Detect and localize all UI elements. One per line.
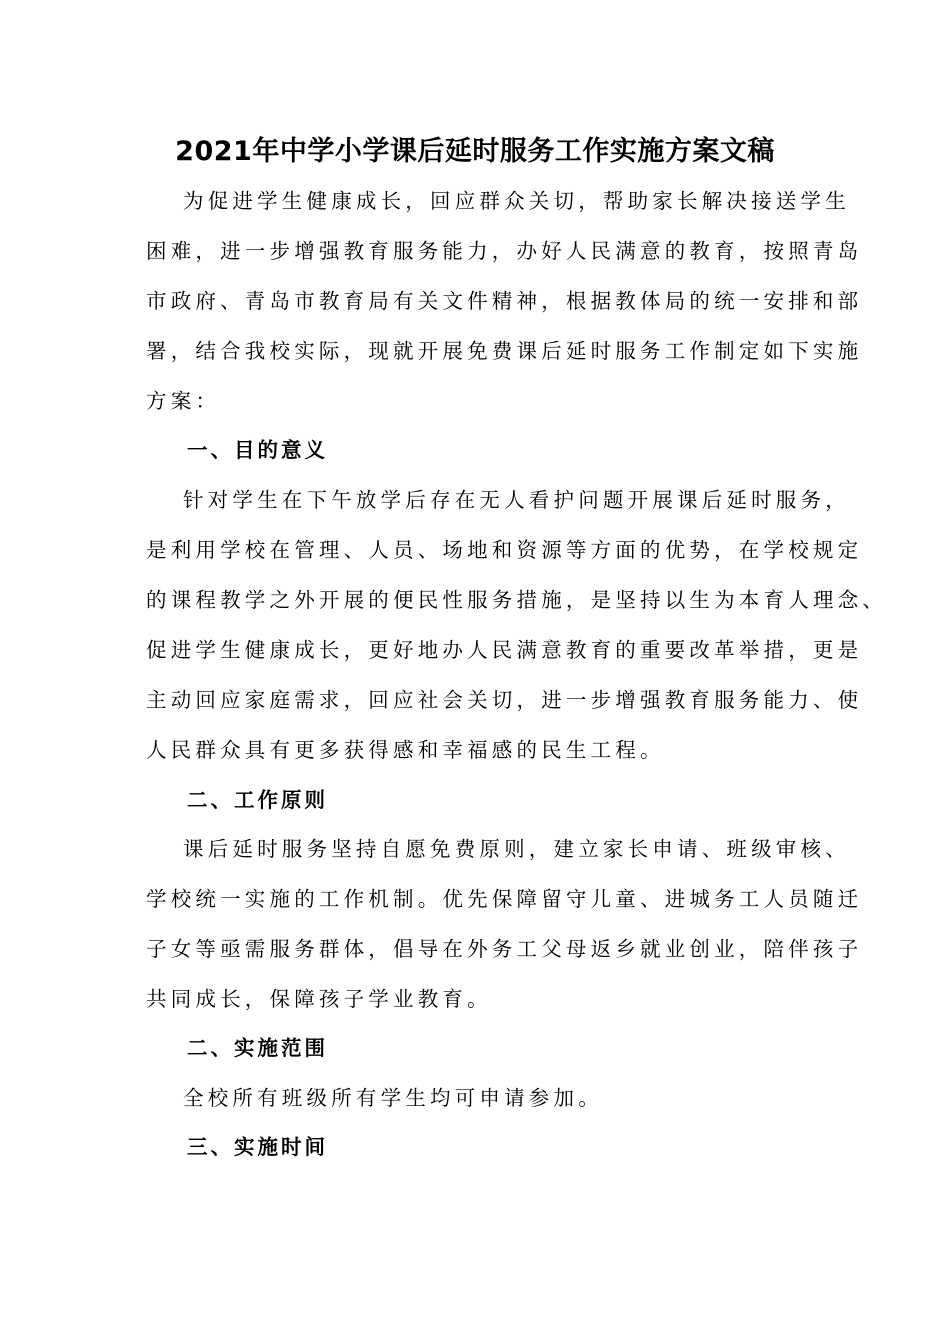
- section-heading: 二、实施范围: [187, 1036, 328, 1060]
- paragraph-line: 的课程教学之外开展的便民性服务措施，是坚持以生为本育人理念、: [146, 588, 887, 612]
- section-heading: 二、工作原则: [187, 788, 328, 812]
- section-heading: 三、实施时间: [187, 1135, 328, 1159]
- paragraph-line: 促进学生健康成长，更好地办人民满意教育的重要改革举措，更是: [146, 638, 863, 662]
- intro-line: 为促进学生健康成长，回应群众关切，帮助家长解决接送学生: [183, 189, 850, 213]
- section-heading: 一、目的意义: [187, 438, 328, 462]
- paragraph-line: 主动回应家庭需求，回应社会关切，进一步增强教育服务能力、使: [146, 688, 863, 712]
- paragraph-line: 共同成长，保障孩子学业教育。: [146, 987, 492, 1011]
- paragraph-line: 人民群众具有更多获得感和幸福感的民生工程。: [146, 738, 665, 762]
- paragraph-line: 全校所有班级所有学生均可申请参加。: [183, 1086, 603, 1110]
- intro-line: 署，结合我校实际，现就开展免费课后延时服务工作制定如下实施: [146, 339, 863, 363]
- paragraph-line: 课后延时服务坚持自愿免费原则，建立家长申请、班级审核、: [183, 837, 850, 861]
- intro-line: 困难，进一步增强教育服务能力，办好人民满意的教育，按照青岛: [146, 239, 863, 263]
- paragraph-line: 子女等亟需服务群体，倡导在外务工父母返乡就业创业，陪伴孩子: [146, 937, 863, 961]
- paragraph-line: 学校统一实施的工作机制。优先保障留守儿童、进城务工人员随迁: [146, 887, 863, 911]
- document-title: 2021年中学小学课后延时服务工作实施方案文稿: [175, 136, 775, 167]
- intro-line: 方案：: [146, 389, 221, 413]
- paragraph-line: 针对学生在下午放学后存在无人看护问题开展课后延时服务，: [183, 488, 850, 512]
- paragraph-line: 是利用学校在管理、人员、场地和资源等方面的优势，在学校规定: [146, 538, 863, 562]
- intro-line: 市政府、青岛市教育局有关文件精神，根据教体局的统一安排和部: [146, 289, 863, 313]
